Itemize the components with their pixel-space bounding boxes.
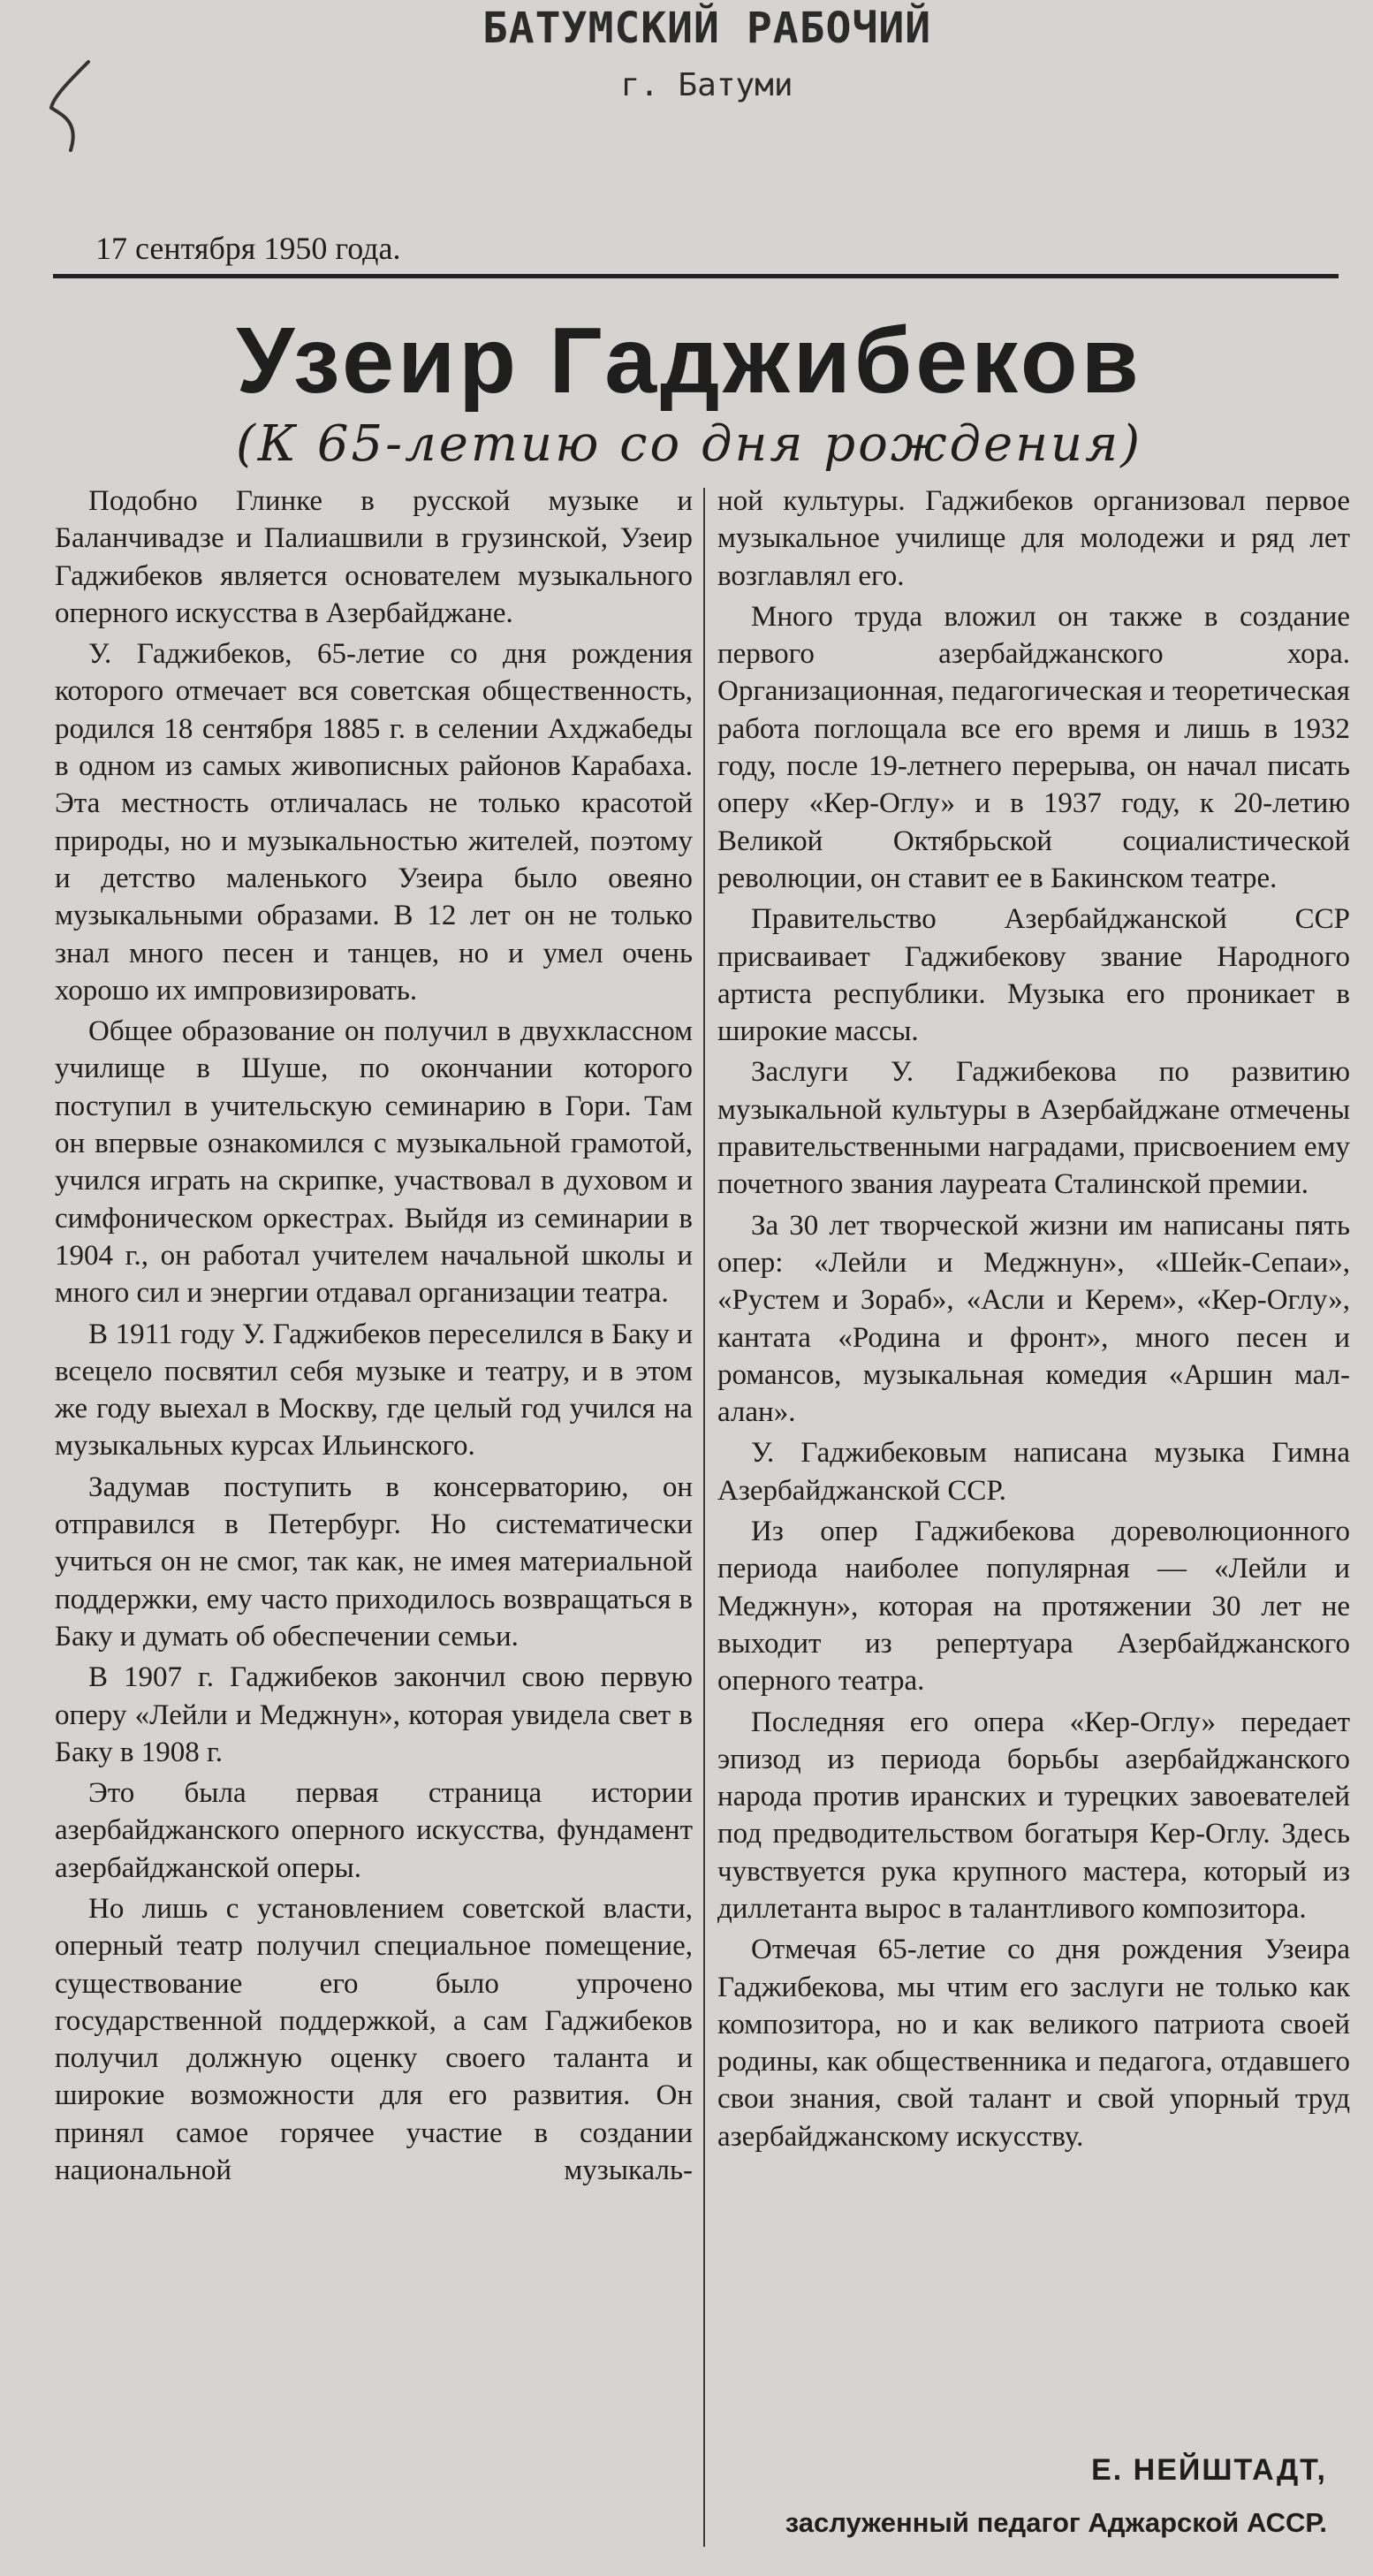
paragraph: Много труда вложил он также в создание первого азербайджанского хора. Организационная, педагогическая и теоретическая работа поглощала все его время и лишь в 1932 году, после 19-летнего перерыва, он начал писать оперу «Кер-Оглу» и в 1937 году, к 20-летию Великой Октябрьской социалистической революции, он ставит ее в Бакинском театре. [717,600,1350,894]
paragraph: Общее образование он получил в двухклассном училище в Шуше, по окончании которого поступил в учительскую семинарию в Гори. Там он впервые ознакомился с музыкальной грамотой, учился играть на скрипке, участвовал в духовом и симфоническом оркестрах. Выйдя из семинарии в 1904 г., он работал учителем начальной школы и много сил и энергии отдавал организации театра. [55,1015,693,1310]
handwritten-mark-icon [35,53,115,168]
paragraph: У. Гаджибековым написана музыка Гимна Азербайджанской ССР. [717,1437,1350,1507]
stamp-city: г. Батуми [620,67,793,103]
author-name: Е. НЕЙШТАДТ, [1091,2453,1327,2487]
archive-stamp [389,4,1025,103]
issue-date: 17 сентября 1950 года. [95,231,401,266]
paragraph: Подобно Глинке в русской музыке и Баланчивадзе и Палиашвили в грузинской, Узеир Гаджибеков является основателем музыкального оперного искусства в Азербайджане. [55,485,693,629]
paragraph: Последняя его опера «Кер-Оглу» передает эпизод из периода борьбы азербайджанского народа против иранских и турецких завоевателей под предводительством богатыря Кер-Оглу. Здесь чувствуется рука крупного мастера, который из диллетанта вырос в талантливого композитора. [717,1706,1350,1925]
paragraph: Но лишь с установлением советской власти, оперный театр получил специальное помещение, существование его было упрочено государственной поддержкой, а сам Гаджибеков получил должную оценку своего таланта и широкие возможности для его развития. Он принял самое горячее участие в создании национальной музыкаль- [55,1892,693,2187]
paragraph: ной культуры. Гаджибеков организовал первое музыкальное училище для молодежи и ряд лет возглавлял его. [717,485,1350,592]
article-headline: Узеир Гаджибеков [236,308,1142,413]
author-title: заслуженный педагог Аджарской АССР. [785,2507,1327,2538]
paragraph: За 30 лет творческой жизни им написаны пять опер: «Лейли и Меджнун», «Шейк-Сепаи», «Рустем и Зораб», «Асли и Керем», «Кер-Оглу», кантата «Родина и фронт», много песен и романсов, музыкальная комедия «Аршин мал-алан». [717,1209,1350,1429]
paragraph: В 1907 г. Гаджибеков закончил свою первую оперу «Лейли и Меджнун», которая увидела свет в Баку в 1908 г. [55,1661,693,1768]
paragraph: Заслуги У. Гаджибекова по развитию музыкальной культуры в Азербайджане отмечены правительственными наградами, присвоением ему почетного звания лауреата Сталинской премии. [717,1056,1350,1201]
author-signature [717,2453,1350,2539]
paragraph: В 1911 году У. Гаджибеков переселился в Баку и всецело посвятил себя музыке и театру, и в этом же году выехал в Москву, где целый год учился на музыкальных курсах Ильинского. [55,1318,693,1463]
paragraph: Отмечая 65-летие со дня рождения Узеира Гаджибекова, мы чтим его заслуги не только как композитора, но и как великого патриота своей родины, как общественника и педагога, отдавшего свои знания, свой талант и свой упорный труд азербайджанскому искусству. [717,1934,1350,2153]
dateline-rule [53,226,1339,278]
paragraph: Это была первая страница истории азербайджанского оперного искусства, фундамент азербайджанской оперы. [55,1777,693,1884]
paragraph: Правительство Азербайджанской ССР присваивает Гаджибекову звание Народного артиста республики. Музыка его проникает в широкие массы. [717,903,1350,1048]
article-subheadline: (К 65-летию со дня рождения) [235,415,1143,473]
paragraph: Задумав поступить в консерваторию, он отправился в Петербург. Но систематически учиться он не смог, так как, не имея материальной поддержки, ему часто приходилось возвращаться в Баку и думать об обеспечении семьи. [55,1470,693,1653]
left-column [55,483,693,2192]
column-divider [703,488,705,2547]
paragraph: Из опер Гаджибекова дореволюционного периода наиболее популярная — «Лейли и Меджнун», которая на протяжении 30 лет не выходит из репертуара Азербайджанского оперного театра. [717,1516,1350,1698]
paragraph: У. Гаджибеков, 65-летие со дня рождения которого отмечает вся советская общественность, родился 18 сентября 1885 г. в селении Ахджабеды в одном из самых живописных районов Карабаха. Эта местность отличалась не только красотой природы, но и музыкальностью жителей, поэтому и детство маленького Узеира было овеяно музыкальными образами. В 12 лет он не только знал много песен и танцев, но и умел очень хорошо их импровизировать. [55,638,693,1007]
stamp-newspaper-name: БАТУМСКИЙ РАБОЧИЙ [482,4,932,53]
right-column [717,483,1350,2159]
